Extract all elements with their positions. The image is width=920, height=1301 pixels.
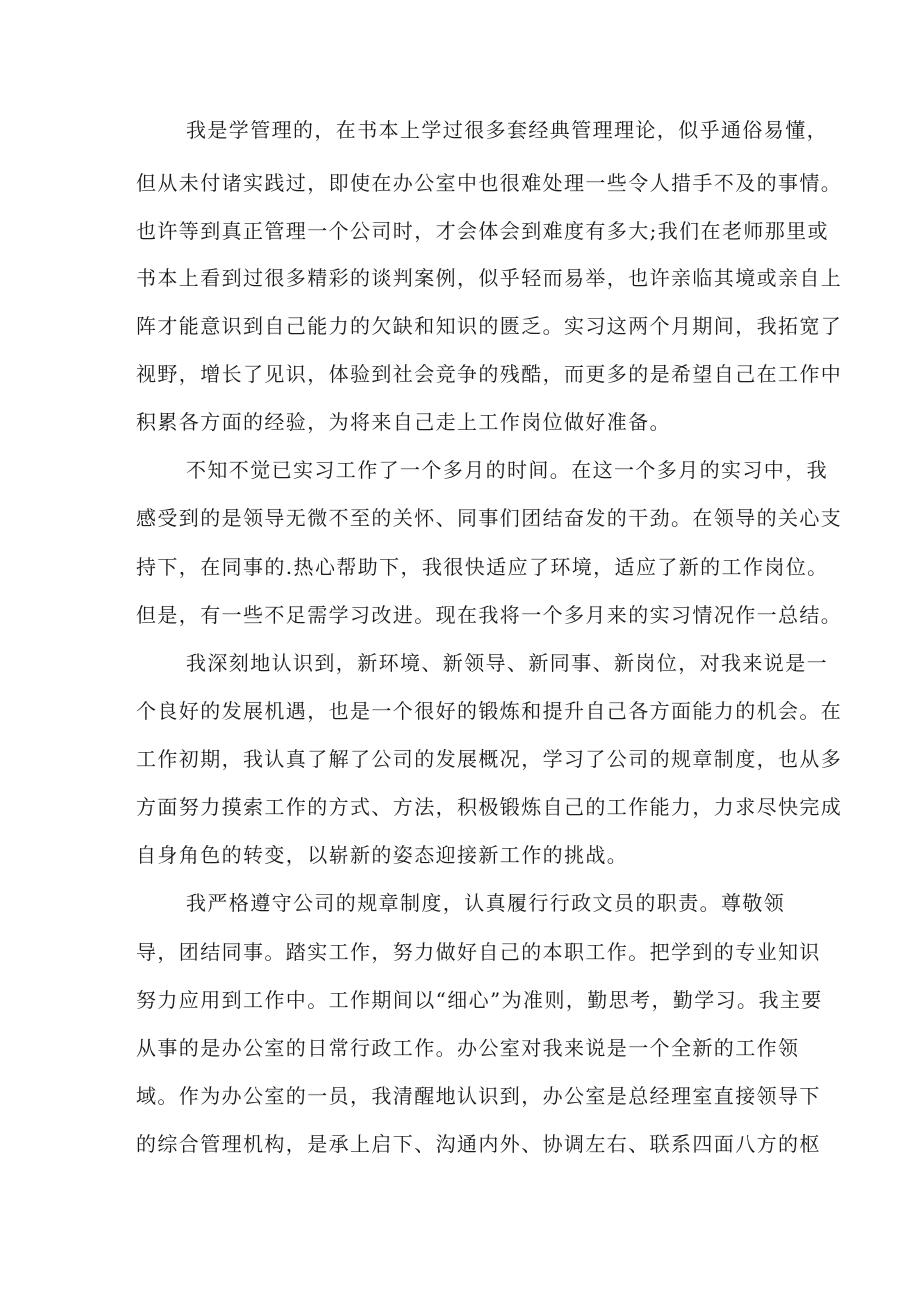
paragraph-4-line-3: 努力应用到工作中。工作期间以“细心”为准则，勤思考，勤学习。我主要	[136, 988, 823, 1012]
paragraph-4-line-2: 导，团结同事。踏实工作，努力做好自己的本职工作。把学到的专业知识	[136, 940, 821, 964]
paragraph-3-line-4: 方面努力摸索工作的方式、方法，积极锻炼自己的工作能力，力求尽快完成	[136, 795, 843, 819]
paragraph-4-line-5: 域。作为办公室的一员，我清醒地认识到，办公室是总经理室直接领导下	[136, 1084, 821, 1108]
paragraph-3-line-2: 个良好的发展机遇，也是一个很好的锻炼和提升自己各方面能力的机会。在	[136, 699, 843, 723]
paragraph-1-line-3: 也许等到真正管理一个公司时，才会体会到难度有多大;我们在老师那里或	[136, 219, 829, 243]
paragraph-2-line-1: 不知不觉已实习工作了一个多月的时间。在这一个多月的实习中，我	[186, 458, 828, 482]
paragraph-1-line-2: 但从未付诸实践过，即使在办公室中也很难处理一些令人措手不及的事情。	[136, 171, 843, 195]
paragraph-3-line-5: 自身角色的转变，以崭新的姿态迎接新工作的挑战。	[136, 843, 629, 867]
paragraph-4-line-6: 的综合管理机构，是承上启下、沟通内外、协调左右、联系四面八方的枢	[136, 1132, 821, 1156]
paragraph-2-line-2: 感受到的是领导无微不至的关怀、同事们团结奋发的干劲。在领导的关心支	[136, 506, 843, 530]
paragraph-1-line-5: 阵才能意识到自己能力的欠缺和知识的匮乏。实习这两个月期间，我拓宽了	[136, 314, 843, 338]
paragraph-4-line-1: 我严格遵守公司的规章制度，认真履行行政文员的职责。尊敬领	[186, 891, 786, 915]
paragraph-1-line-4: 书本上看到过很多精彩的谈判案例，似乎轻而易举，也许亲临其境或亲自上	[136, 266, 843, 290]
paragraph-4-line-4: 从事的是办公室的日常行政工作。办公室对我来说是一个全新的工作领	[136, 1036, 800, 1060]
paragraph-1-line-1: 我是学管理的，在书本上学过很多套经典管理理论，似乎通俗易懂，	[186, 118, 828, 142]
paragraph-3-line-3: 工作初期，我认真了解了公司的发展概况，学习了公司的规章制度，也从多	[136, 747, 843, 771]
paragraph-2-line-3: 持下，在同事的.热心帮助下，我很快适应了环境，适应了新的工作岗位。	[136, 555, 829, 579]
paragraph-1-line-7: 积累各方面的经验，为将来自己走上工作岗位做好准备。	[136, 410, 671, 434]
paragraph-2-line-4: 但是，有一些不足需学习改进。现在我将一个多月来的实习情况作一总结。	[136, 603, 843, 627]
paragraph-1-line-6: 视野，增长了见识，体验到社会竞争的残酷，而更多的是希望自己在工作中	[136, 362, 843, 386]
paragraph-3-line-1: 我深刻地认识到，新环境、新领导、新同事、新岗位，对我来说是一	[186, 651, 828, 675]
